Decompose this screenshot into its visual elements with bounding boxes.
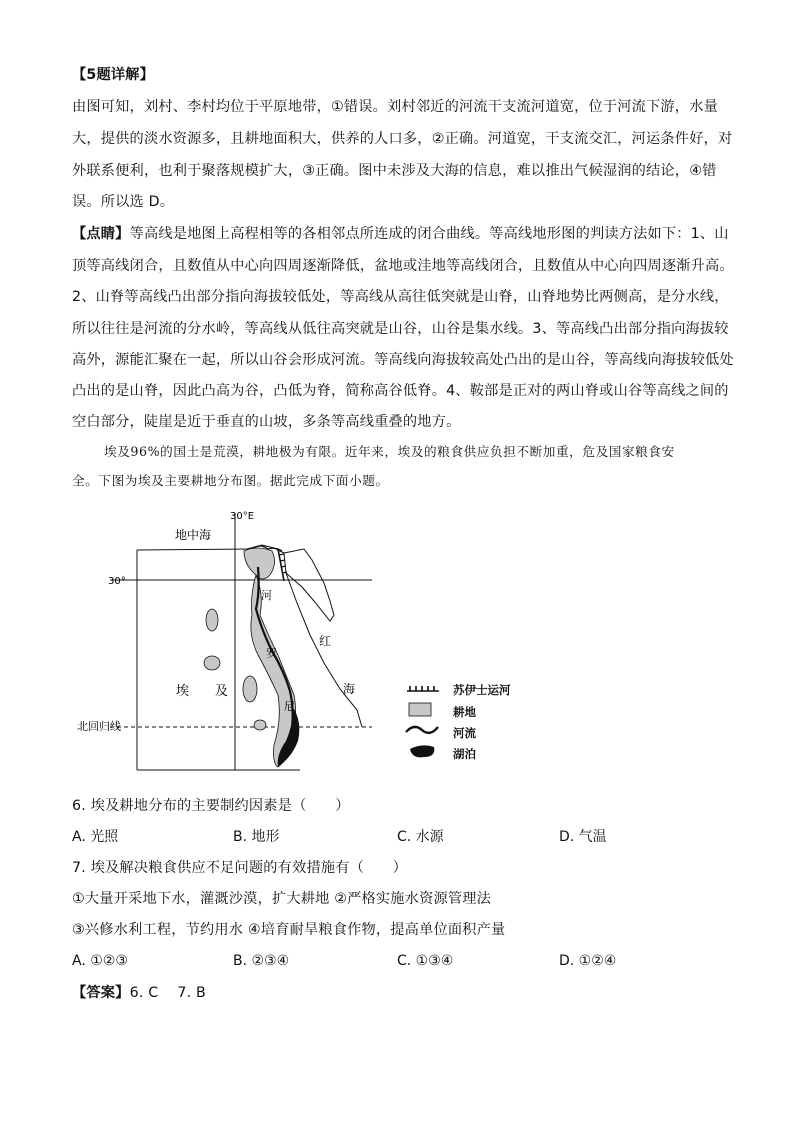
detail5-line-2: 大，提供的淡水资源多，且耕地面积大，供养的人口多，②正确。河道宽，干支流交汇，河运条件好，对 bbox=[72, 131, 733, 147]
comment-lead: 【点睛】 bbox=[72, 226, 130, 242]
label-tropic: 北回归线 bbox=[77, 720, 121, 733]
comment-line-2: 顶等高线闭合，且数值从中心向四周逐渐降低，盆地或洼地等高线闭合，且数值从中心向四周逐渐升高。 bbox=[72, 258, 734, 274]
farmland-oasis-1 bbox=[206, 609, 218, 631]
legend-farmland-symbol bbox=[409, 703, 431, 716]
detail5-heading: 【5题详解】 bbox=[72, 67, 155, 83]
farmland-oasis-4 bbox=[254, 720, 266, 730]
q6-stem: 6. 埃及耕地分布的主要制约因素是（ ） bbox=[72, 798, 350, 814]
legend-canal-label: 苏伊士运河 bbox=[453, 683, 511, 697]
label-nile-3: 尼 bbox=[284, 700, 295, 713]
label-egypt-1: 埃 bbox=[176, 684, 190, 699]
q7-stem: 7. 埃及解决粮食供应不足问题的有效措施有（ ） bbox=[72, 860, 408, 876]
comment-line-7: 空白部分，陡崖是近于垂直的山坡，多条等高线重叠的地方。 bbox=[72, 414, 461, 430]
comment-line-4: 所以往往是河流的分水岭，等高线从低往高突就是山谷，山谷是集水线。3、等高线凸出部分指向海拔较 bbox=[72, 321, 729, 337]
red-sea-coast bbox=[286, 573, 362, 727]
q6-option-c: C. 水源 bbox=[397, 829, 444, 845]
comment-text-1: 等高线是地图上高程相等的各相邻点所连成的闭合曲线。等高线地形图的判读方法如下：1、山 bbox=[129, 226, 729, 242]
answer-line bbox=[72, 982, 206, 1004]
legend-lake-label: 湖泊 bbox=[453, 747, 476, 761]
legend-farmland-label: 耕地 bbox=[453, 705, 476, 719]
farmland-oasis-2 bbox=[204, 656, 220, 670]
label-mediterranean: 地中海 bbox=[175, 528, 212, 542]
intro-line-2: 全。下图为埃及主要耕地分布图。据此完成下面小题。 bbox=[72, 473, 389, 488]
q7-option-d: D. ①②④ bbox=[559, 953, 617, 969]
comment-line-3: 2、山脊等高线凸出部分指向海拔较低处，等高线从高往低突就是山脊，山脊地势比两侧高，是分水线， bbox=[72, 289, 729, 305]
comment-line-1 bbox=[72, 223, 729, 245]
legend-river-label: 河流 bbox=[453, 726, 476, 740]
label-30e: 30°E bbox=[230, 511, 255, 522]
q6-option-a: A. 光照 bbox=[72, 829, 119, 845]
q7-option-c: C. ①③④ bbox=[397, 953, 454, 969]
sinai-peninsula bbox=[284, 549, 334, 621]
intro-line-1: 埃及96%的国土是荒漠，耕地极为有限。近年来，埃及的粮食供应负担不断加重，危及国家粮食安 bbox=[104, 444, 675, 459]
q6-option-b: B. 地形 bbox=[233, 829, 280, 845]
legend-canal-symbol bbox=[407, 686, 439, 691]
q7-option-b: B. ②③④ bbox=[233, 953, 290, 969]
answer-text: 6. C 7. B bbox=[129, 985, 206, 1001]
detail5-line-3: 外联系便利，也利于聚落规模扩大，③正确。图中未涉及大海的信息，难以推出气候湿润的结论，④错 bbox=[72, 163, 717, 179]
legend-lake-symbol bbox=[410, 745, 434, 757]
q7-items-line-2: ③兴修水利工程，节约用水 ④培育耐旱粮食作物，提高单位面积产量 bbox=[72, 922, 506, 938]
detail5-line-4: 误。所以选 D。 bbox=[72, 194, 175, 210]
q7-option-a: A. ①②③ bbox=[72, 953, 128, 969]
label-red-sea-1: 红 bbox=[319, 634, 332, 648]
label-nile-1: 河 bbox=[261, 589, 272, 602]
label-red-sea-2: 海 bbox=[343, 682, 356, 696]
answer-label: 【答案】 bbox=[72, 985, 130, 1001]
comment-line-5: 高外，源能汇聚在一起，所以山谷会形成河流。等高线向海拔较高处凸出的是山谷，等高线向海拔较低处 bbox=[72, 352, 734, 368]
label-30n: 30° bbox=[108, 576, 126, 587]
q6-option-d: D. 气温 bbox=[559, 829, 607, 845]
farmland-oasis-3 bbox=[243, 676, 257, 702]
label-nile-2: 罗 bbox=[266, 647, 277, 660]
comment-line-6: 凸出的是山脊，因此凸高为谷，凸低为脊，简称高谷低脊。4、鞍部是正对的两山脊或山谷等高线之间的 bbox=[72, 383, 729, 399]
label-egypt-2: 及 bbox=[215, 684, 229, 699]
q7-items-line-1: ①大量开采地下水，灌溉沙漠，扩大耕地 ②严格实施水资源管理法 bbox=[72, 891, 492, 907]
detail5-line-1: 由图可知，刘村、李村均位于平原地带，①错误。刘村邻近的河流干支流河道宽，位于河流下游，水量 bbox=[72, 99, 718, 115]
legend-river-symbol bbox=[406, 727, 438, 733]
